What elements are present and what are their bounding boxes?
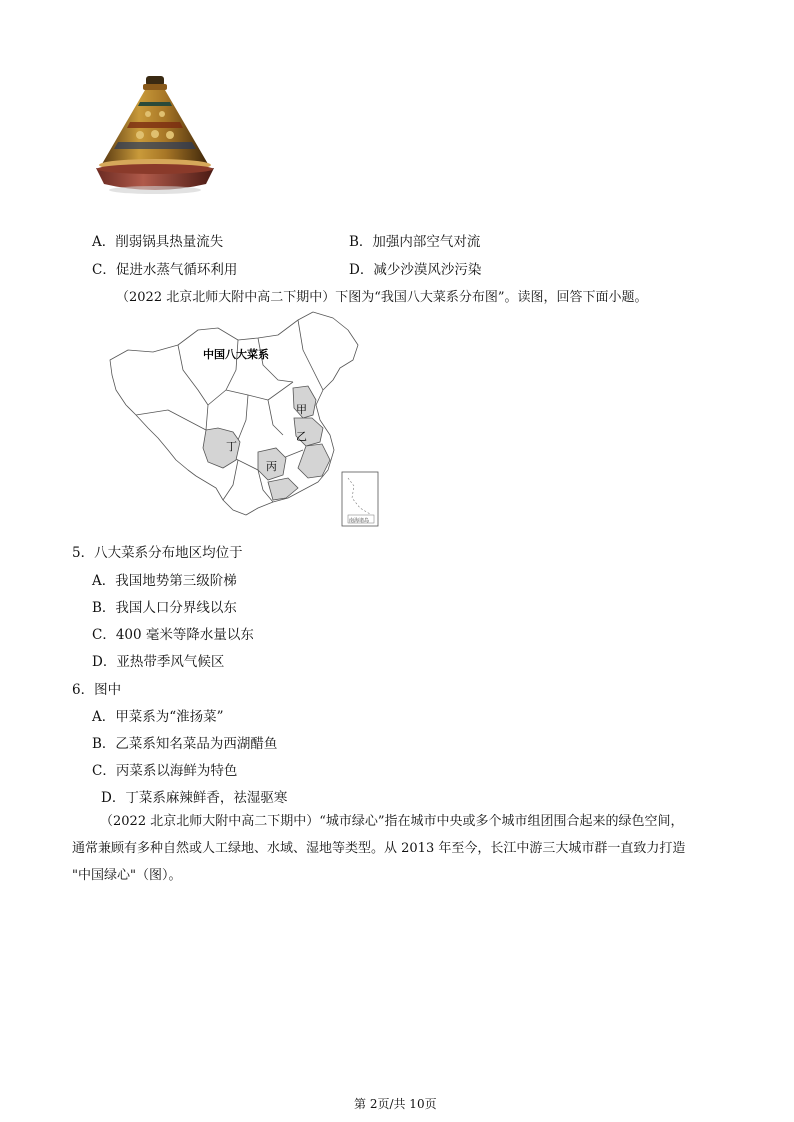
green-heart-intro-line1: （2022 北京北师大附中高二下期中）“城市绿心”指在城市中央或多个城市组团围合起来的绿色空间， <box>100 814 684 829</box>
q6-option-c: C．丙菜系以海鲜为特色 <box>92 763 238 779</box>
q4-option-a: A．削弱锅具热量流失 <box>92 234 224 250</box>
q4-option-c: C．促进水蒸气循环利用 <box>92 262 238 278</box>
q4-option-d: D．减少沙漠风沙污染 <box>349 262 482 278</box>
q6-option-d: D．丁菜系麻辣鲜香，祛湿驱寒 <box>101 790 288 806</box>
map-label-yi: 乙 <box>296 430 307 443</box>
green-heart-intro-line2: 通常兼顾有多种自然或人工绿地、水域、湿地等类型。从 2013 年至今，长江中游三大城市群一直致力打造 <box>72 841 686 856</box>
q4-option-b: B．加强内部空气对流 <box>349 234 481 250</box>
china-cuisine-map <box>108 310 390 530</box>
q5-option-b: B．我国人口分界线以东 <box>92 600 237 616</box>
cuisine-intro: （2022 北京北师大附中高二下期中）下图为“我国八大菜系分布图”。读图，回答下面小题。 <box>116 290 648 305</box>
q6-option-b: B．乙菜系知名菜品为西湖醋鱼 <box>92 736 278 752</box>
q5-option-c: C．400 毫米等降水量以东 <box>92 627 254 643</box>
map-label-ding: 丁 <box>226 440 237 453</box>
q5-option-a: A．我国地势第三级阶梯 <box>92 573 237 589</box>
q6-stem: 6．图中 <box>72 682 122 698</box>
q6-option-a: A．甲菜系为“淮扬菜” <box>92 709 224 725</box>
tagine-pot-image <box>90 72 220 197</box>
inset-caption: 南海诸岛 <box>349 518 370 524</box>
map-title: 中国八大菜系 <box>203 348 269 361</box>
page-footer: 第 2页/共 10页 <box>354 1097 437 1111</box>
green-heart-intro-line3: "中国绿心"（图）。 <box>72 868 182 883</box>
q5-stem: 5．八大菜系分布地区均位于 <box>72 545 243 561</box>
map-label-bing: 丙 <box>266 460 277 473</box>
q5-option-d: D．亚热带季风气候区 <box>92 654 225 670</box>
map-label-jia: 甲 <box>296 403 307 416</box>
